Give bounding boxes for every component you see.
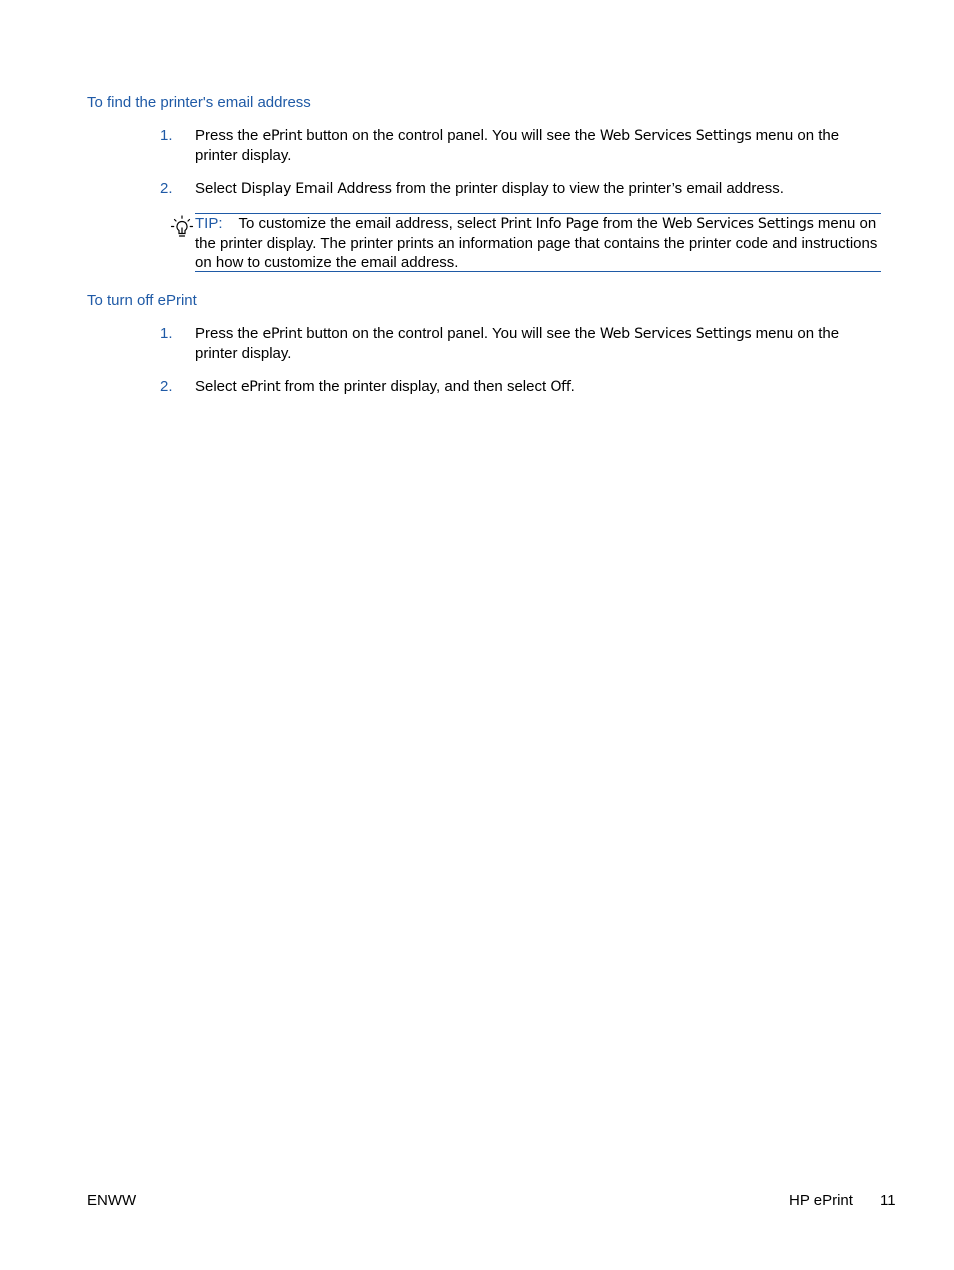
step-text: Press the ePrint button on the control panel. You will see the Web Services Settings menu on the printer display.	[195, 325, 844, 362]
step-text: Select ePrint from the printer display, and then select Off.	[195, 378, 575, 395]
step-number: 1.	[160, 325, 173, 342]
lightbulb-icon	[170, 215, 194, 241]
ui-term: Display Email Address	[240, 181, 392, 197]
step-text: Select Display Email Address from the printer display to view the printer’s email address.	[195, 180, 784, 197]
tip-box	[195, 213, 881, 272]
footer-section-title: HP ePrint	[789, 1192, 853, 1209]
ui-term: Print Info Page	[500, 216, 599, 232]
step-number: 1.	[160, 127, 173, 144]
step-text: Press the ePrint button on the control panel. You will see the Web Services Settings menu on the printer display.	[195, 127, 844, 164]
ui-term: ePrint	[240, 379, 281, 395]
ui-term: Web Services Settings	[662, 216, 814, 232]
section-heading-find-email: To find the printer's email address	[87, 94, 311, 111]
ui-term: ePrint	[262, 128, 303, 144]
tip-text: TIP: To customize the email address, select Print Info Page from the Web Services Settings menu on the printer display. The printer prints an information page that contains the printer code and instructions on how to customize the email address.	[195, 215, 882, 271]
section-heading-turn-off-eprint: To turn off ePrint	[87, 292, 197, 309]
tip-label: TIP:	[195, 215, 223, 232]
page-number: 11	[880, 1192, 896, 1209]
ui-term: Off	[550, 379, 571, 395]
step-number: 2.	[160, 378, 173, 395]
ui-term: ePrint	[262, 326, 303, 342]
step-number: 2.	[160, 180, 173, 197]
footer-left-label: ENWW	[87, 1192, 137, 1209]
ui-term: Web Services Settings	[599, 128, 752, 144]
ui-term: Web Services Settings	[599, 326, 752, 342]
